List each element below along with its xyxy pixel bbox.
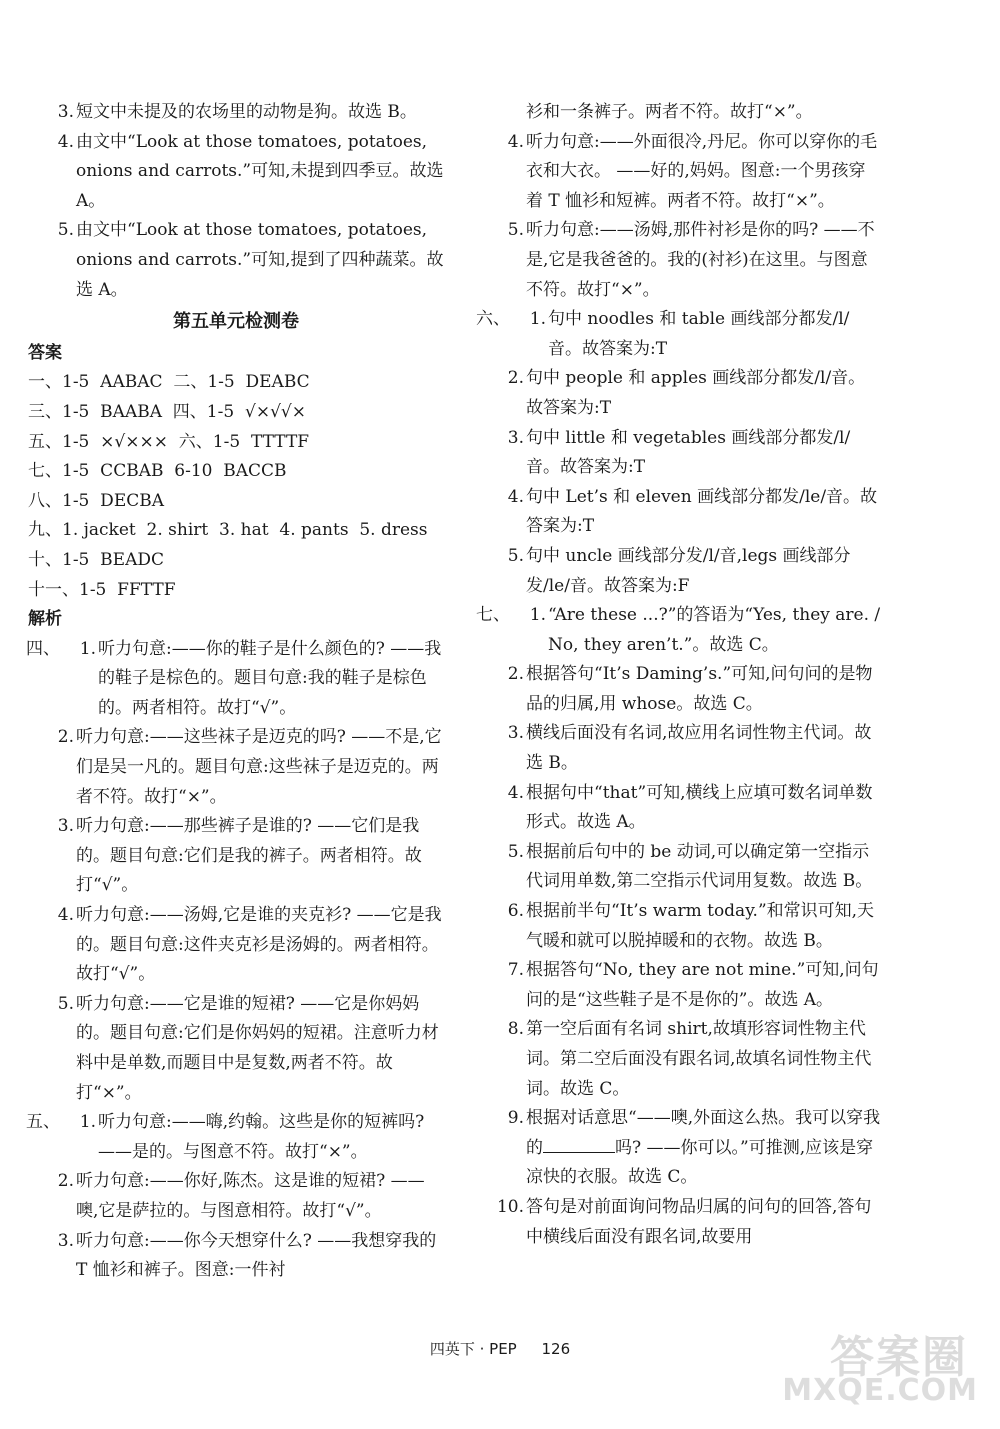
list-item: 2. 根据答句“It’s Daming’s.”可知,问句问的是物品的归属,用 whose。故选 C。 <box>507 664 873 714</box>
answer-row: 九、1. jacket 2. shirt 3. hat 4. pants 5. dress <box>28 520 428 541</box>
list-item: 4. 由文中“Look at those tomatoes, potatoes, onions and carrots.”可知,未提到四季豆。故选 A。 <box>57 131 444 211</box>
list-item: 3. 听力句意:——那些裤子是谁的? ——它们是我的。题目句意:它们是我的裤子。两者相符。故打“√”。 <box>57 816 422 896</box>
fill-blank <box>543 1138 615 1153</box>
list-item: 5. 根据前后句中的 be 动词,可以确定第一空指示代词用单数,第二空指示代词用复数。故选 B。 <box>507 841 873 892</box>
answer-row: 八、1-5 DECBA <box>28 490 164 511</box>
list-item: 3. 横线后面没有名词,故应用名词性物主代词。故选 B。 <box>507 723 872 774</box>
list-item: 2. 听力句意:——这些袜子是迈克的吗? ——不是,它们是吴一凡的。题目句意:这些袜子是迈克的。两者不符。故打“×”。 <box>57 727 442 807</box>
list-item: 5. 句中 uncle 画线部分发/l/音,legs 画线部分发/le/音。故答案为:F <box>507 545 851 596</box>
list-item: 4. 听力句意:——外面很冷,丹尼。你可以穿你的毛衣和大衣。 ——好的,妈妈。图意:一个男孩穿着 T 恤衫和短裤。两者不符。故打“×”。 <box>507 131 878 211</box>
watermark-bottom-text: MXQE.COM <box>782 1373 978 1408</box>
answer-row: 五、1-5 ×√××× 六、1-5 TTTTF <box>28 431 310 452</box>
list-item: 4. 根据句中“that”可知,横线上应填可数名词单数形式。故选 A。 <box>507 782 873 833</box>
list-item: 10. 答句是对前面询问物品归属的问句的回答,答句中横线后面没有跟名词,故要用 <box>496 1196 872 1247</box>
section-heading: 第五单元检测卷 <box>173 311 299 333</box>
watermark-top-text: 答案圈 <box>830 1332 968 1383</box>
answers-label: 答案 <box>28 342 62 363</box>
list-item: 5. 听力句意:——汤姆,那件衬衫是你的吗? ——不是,它是我爸爸的。我的(衬衫)在这里。与图意不符。故打“×”。 <box>507 220 875 300</box>
list-item: 2. 句中 people 和 apples 画线部分都发/l/音。故答案为:T <box>507 368 866 418</box>
list-item: 5. 听力句意:——它是谁的短裙? ——它是你妈妈的。题目句意:它们是你妈妈的短裙。注意听力材料中是单数,而题目中是复数,两者不符。故打“×”。 <box>57 993 439 1103</box>
left-column <box>28 98 444 1286</box>
list-item: 3. 听力句意:——你今天想穿什么? ——我想穿我的 T 恤衫和裤子。图意:一件衬 <box>57 1230 437 1281</box>
list-item: 9. 根据对话意思“——噢,外面这么热。我可以穿我的 吗? ——你可以。”可推测,应该是穿凉快的衣服。故选 C。 <box>507 1108 881 1188</box>
list-item: 4. 句中 Let’s 和 eleven 画线部分都发/le/音。故答案为:T <box>507 486 878 537</box>
section-four: 四、 1. 听力句意:——你的鞋子是什么颜色的? ——我的鞋子是棕色的。题目句意:我的鞋子是棕色的。两者相符。故打“√”。 <box>28 635 444 724</box>
right-column <box>478 98 882 1252</box>
list-item: 5. 由文中“Look at those tomatoes, potatoes, onions and carrots.”可知,提到了四种蔬菜。故选 A。 <box>57 220 444 300</box>
list-item: 6. 根据前半句“It’s warm today.”和常识可知,天气暖和就可以脱掉暖和的衣物。故选 B。 <box>507 901 875 951</box>
answer-row: 七、1-5 CCBAB 6-10 BACCB <box>28 461 287 482</box>
list-item: 8. 第一空后面有名词 shirt,故填形容词性物主代词。第二空后面没有跟名词,故填名词性物主代词。故选 C。 <box>507 1019 872 1099</box>
answer-row: 三、1-5 BAABA 四、1-5 √×√√× <box>28 401 306 422</box>
list-item: 2. 听力句意:——你好,陈杰。这是谁的短裙? ——噢,它是萨拉的。与图意相符。故打“√”。 <box>57 1171 425 1221</box>
answer-row: 十一、1-5 FFTTF <box>28 579 176 600</box>
footer-label: 四英下 · PEP <box>429 1340 517 1358</box>
section-six: 六、 1. 句中 noodles 和 table 画线部分都发/l/音。故答案为:T <box>478 305 882 364</box>
watermark-logo <box>778 1321 978 1411</box>
list-item: 1. 句中 noodles 和 table 画线部分都发/l/音。故答案为:T <box>529 309 850 359</box>
section-five: 五、 1. 听力句意:——嗨,约翰。这些是你的短裤吗? ——是的。与图意不符。故打“×”。 <box>28 1108 444 1167</box>
list-item: 1. “Are these ...?”的答语为“Yes, they are. / No, they aren’t.”。故选 C。 <box>529 605 881 655</box>
list-item: 7. 根据答句“No, they are not mine.”可知,问句问的是“这些鞋子是不是你的”。故选 A。 <box>507 960 879 1010</box>
list-item: 3. 短文中未提及的农场里的动物是狗。故选 B。 <box>57 102 417 122</box>
list-item: 4. 听力句意:——汤姆,它是谁的夹克衫? ——它是我的。题目句意:这件夹克衫是汤姆的。两者相符。故打“√”。 <box>57 905 442 985</box>
list-item: 1. 听力句意:——嗨,约翰。这些是你的短裤吗? ——是的。与图意不符。故打“×”。 <box>79 1112 425 1162</box>
section-seven: 七、 1. “Are these ...?”的答语为“Yes, they are. / No, they aren’t.”。故选 C。 <box>478 601 882 660</box>
analysis-label: 解析 <box>28 609 62 630</box>
list-item-continued: 衫和一条裤子。两者不符。故打“×”。 <box>526 102 813 122</box>
page-number: 126 <box>541 1340 571 1358</box>
answer-row: 十、1-5 BEADC <box>28 549 164 570</box>
list-item: 1. 听力句意:——你的鞋子是什么颜色的? ——我的鞋子是棕色的。题目句意:我的鞋子是棕色的。两者相符。故打“√”。 <box>79 638 442 718</box>
list-item: 3. 句中 little 和 vegetables 画线部分都发/l/音。故答案为:T <box>507 427 851 478</box>
answer-row: 一、1-5 AABAC 二、1-5 DEABC <box>28 372 310 393</box>
